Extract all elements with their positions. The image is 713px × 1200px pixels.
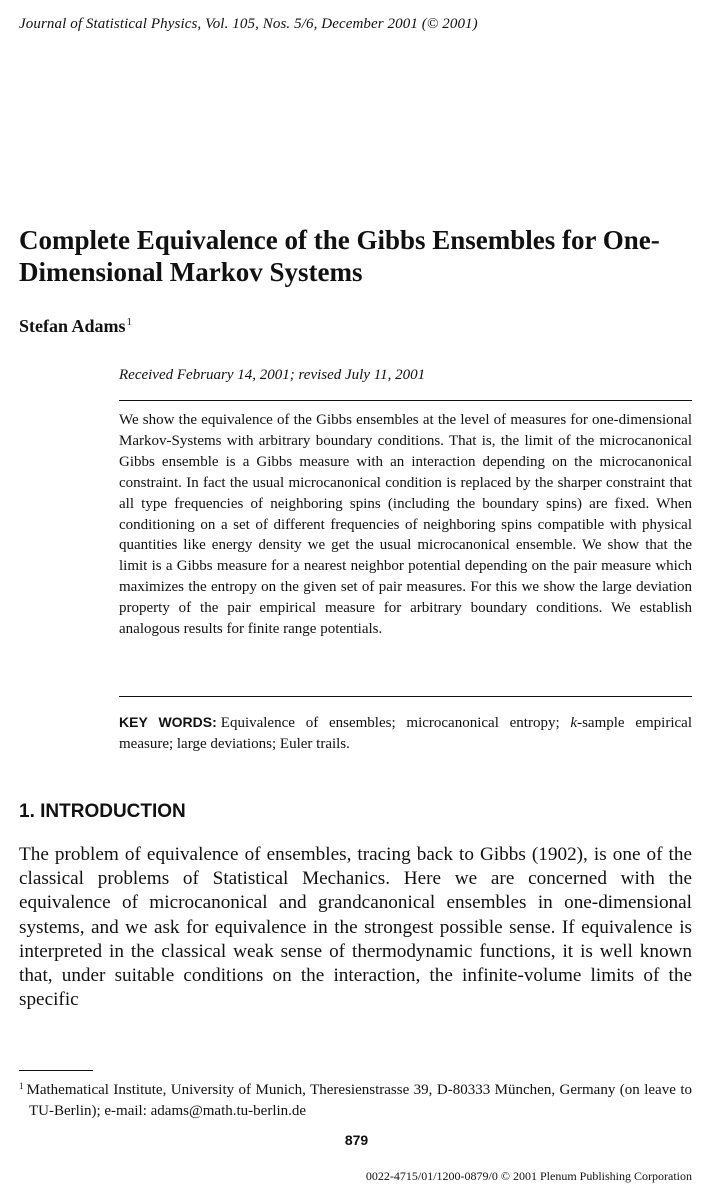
abstract-top-rule xyxy=(119,400,692,401)
keywords-text-1: Equivalence of ensembles; microcanonical entropy; xyxy=(220,715,571,731)
keywords-text-2: -sample empirical measure; large deviations; Euler trails. xyxy=(119,715,692,752)
author-line xyxy=(19,316,132,337)
intro-paragraph: The problem of equivalence of ensembles, tracing back to Gibbs (1902), is one of the classical problems of Statistical Mechanics. Here we are concerned with the equivalence of microcanonical and grandcanonical ensembles in one-dimensional systems, and we ask for equivalence in the strongest possible sense. If equivalence is interpreted in the classical weak sense of thermodynamic functions, it is well known that, under suitable conditions on the interaction, the infinite-volume limits of the specific xyxy=(19,844,692,1011)
footnote-mark: 1 xyxy=(19,1081,24,1091)
author-name: Stefan Adams xyxy=(19,316,126,336)
footnote-text: Mathematical Institute, University of Munich, Theresienstrasse 39, D-80333 München, Germany (on leave to TU-Berlin); e-mail: adams@math.tu-berlin.de xyxy=(26,1082,692,1119)
received-dates: Received February 14, 2001; revised July 11, 2001 xyxy=(119,367,426,383)
abstract-bottom-rule xyxy=(119,696,692,697)
article-title: Complete Equivalence of the Gibbs Ensembles for One-Dimensional Markov Systems xyxy=(19,225,660,287)
page-number: 879 xyxy=(344,1132,369,1148)
journal-header: Journal of Statistical Physics, Vol. 105, Nos. 5/6, December 2001 (© 2001) xyxy=(19,16,478,32)
section-heading: 1. INTRODUCTION xyxy=(19,801,186,822)
keywords xyxy=(119,712,692,755)
author-footnote-mark: 1 xyxy=(126,316,133,328)
abstract: We show the equivalence of the Gibbs ensembles at the level of measures for one-dimensional Markov-Systems with arbitrary boundary conditions. That is, the limit of the microcanonical Gibbs ensemble is a Gibbs measure with an interaction depending on the microcanonical constraint. In fact the usual microcanonical condition is replaced by the sharper constraint that all type frequencies of neighboring spins (including the boundary spins) are fixed. When conditioning on a set of different frequencies of neighboring spins compatible with physical quantities like energy density we get the usual microcanonical ensemble. We show that the limit is a Gibbs measure for a nearest neighbor potential depending on the pair measure which maximizes the entropy on the given set of pair measures. For this we show the large deviation property of the pair empirical measure for arbitrary boundary conditions. We establish analogous results for finite range potentials. xyxy=(119,412,692,638)
footnote xyxy=(19,1076,692,1122)
keywords-label: KEY WORDS: xyxy=(119,714,217,730)
footnote-rule xyxy=(19,1070,93,1071)
keywords-k: k xyxy=(570,715,578,731)
copyright-line: 0022-4715/01/1200-0879/0 © 2001 Plenum Publishing Corporation xyxy=(365,1169,692,1183)
